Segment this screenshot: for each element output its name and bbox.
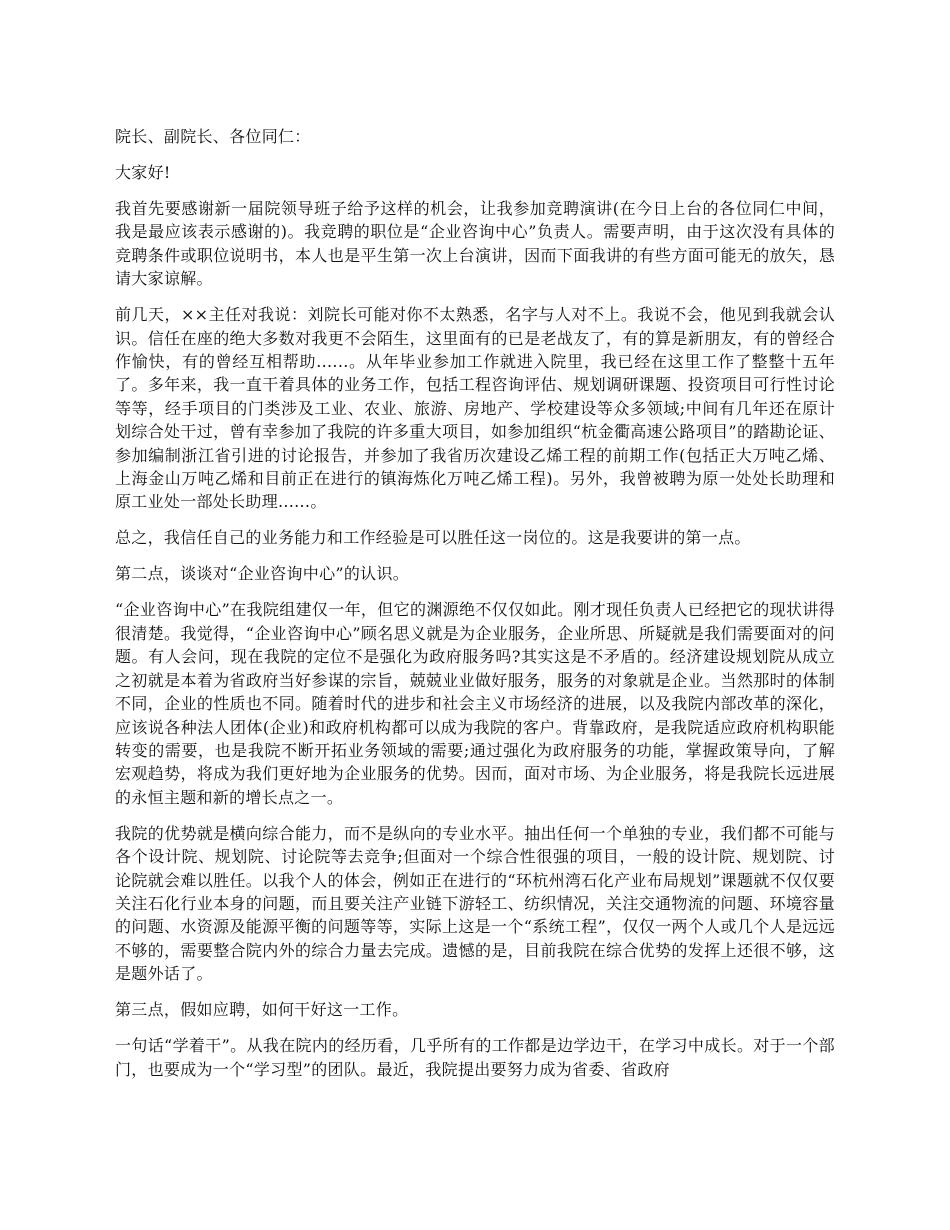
paragraph-point-one-summary: 总之，我信任自己的业务能力和工作经验是可以胜任这一岗位的。这是我要讲的第一点。 (115, 528, 751, 548)
paragraph-consulting-center: “企业咨询中心”在我院组建仅一年，但它的渊源绝不仅仅如此。刚才现任负责人已经把它的现状讲得很清楚。我觉得，“企业咨询中心”顾名思义就是为企业服务，企业所思、所疑就是我们需要面对的问题。有人会问，现在我院的定位不是强化为政府服务吗?其实这是不矛盾的。经济建设规划院从成立之初就是本着为省政府当好参谋的宗旨，兢兢业业做好服务，服务的对象就是企业。当然那时的体制不同，企业的性质也不同。随着时代的进步和社会主义市场经济的进展，以及我院内部改革的深化，应该说各种法人团体(企业)和政府机构都可以成为我院的客户。背靠政府，是我院适应政府机构职能转变的需要，也是我院不断开拓业务领域的需要;通过强化为政府服务的功能，掌握政策导向，了解宏观趋势，将成为我们更好地为企业服务的优势。因而，面对市场、为企业服务，将是我院长远进展的永恒主题和新的增长点之一。 (115, 600, 835, 807)
heading-point-three: 第三点，假如应聘，如何干好这一工作。 (115, 1000, 409, 1020)
paragraph-advantages: 我院的优势就是横向综合能力，而不是纵向的专业水平。抽出任何一个单独的专业，我们都不可能与各个设计院、规划院、讨论院等去竞争;但面对一个综合性很强的项目，一般的设计院、规划院、讨论院就会难以胜任。以我个人的体会，例如正在进行的“环杭州湾石化产业布局规划”课题就不仅仅要关注石化行业本身的问题，而且要关注产业链下游轻工、纺织情况，关注交通物流的问题、环境容量的问题、水资源及能源平衡的问题等等，实际上这是一个“系统工程”，仅仅一两个人或几个人是远远不够的，需要整合院内外的综合力量去完成。遗憾的是，目前我院在综合优势的发挥上还很不够，这是题外话了。 (115, 823, 835, 984)
paragraph-experience: 前几天，××主任对我说：刘院长可能对你不太熟悉，名字与人对不上。我说不会，他见到我就会认识。信任在座的绝大多数对我更不会陌生，这里面有的已是老战友了，有的算是新朋友，有的曾经合作愉快，有的曾经互相帮助......。从年毕业参加工作就进入院里，我已经在这里工作了整整十五年了。多年来，我一直干着具体的业务工作，包括工程咨询评估、规划调研课题、投资项目可行性讨论等等，经手项目的门类涉及工业、农业、旅游、房地产、学校建设等众多领域;中间有几年还在原计划综合处干过，曾有幸参加了我院的许多重大项目，如参加组织“杭金衢高速公路项目”的踏勘论证、参加编制浙江省引进的讨论报告，并参加了我省历次建设乙烯工程的前期工作(包括正大万吨乙烯、上海金山万吨乙烯和目前正在进行的镇海炼化万吨乙烯工程)。另外，我曾被聘为原一处处长助理和原工业处一部处长助理......。 (115, 305, 835, 512)
paragraph-intro: 我首先要感谢新一届院领导班子给予这样的机会，让我参加竞聘演讲(在今日上台的各位同仁中间，我是最应该表示感谢的)。我竞聘的职位是“企业咨询中心”负责人。需要声明，由于这次没有具体的竞聘条件或职位说明书，本人也是平生第一次上台演讲，因而下面我讲的有些方面可能无的放矢，恳请大家谅解。 (115, 199, 835, 289)
salutation: 院长、副院长、各位同仁： (115, 127, 311, 146)
greeting: 大家好! (115, 163, 171, 182)
document-body (115, 125, 835, 1094)
heading-point-two: 第二点，谈谈对“企业咨询中心”的认识。 (115, 564, 410, 584)
paragraph-learning: 一句话“学着干”。从我在院内的经历看，几乎所有的工作都是边学边干，在学习中成长。对于一个部门，也要成为一个“学习型”的团队。最近，我院提出要努力成为省委、省政府 (115, 1036, 835, 1079)
